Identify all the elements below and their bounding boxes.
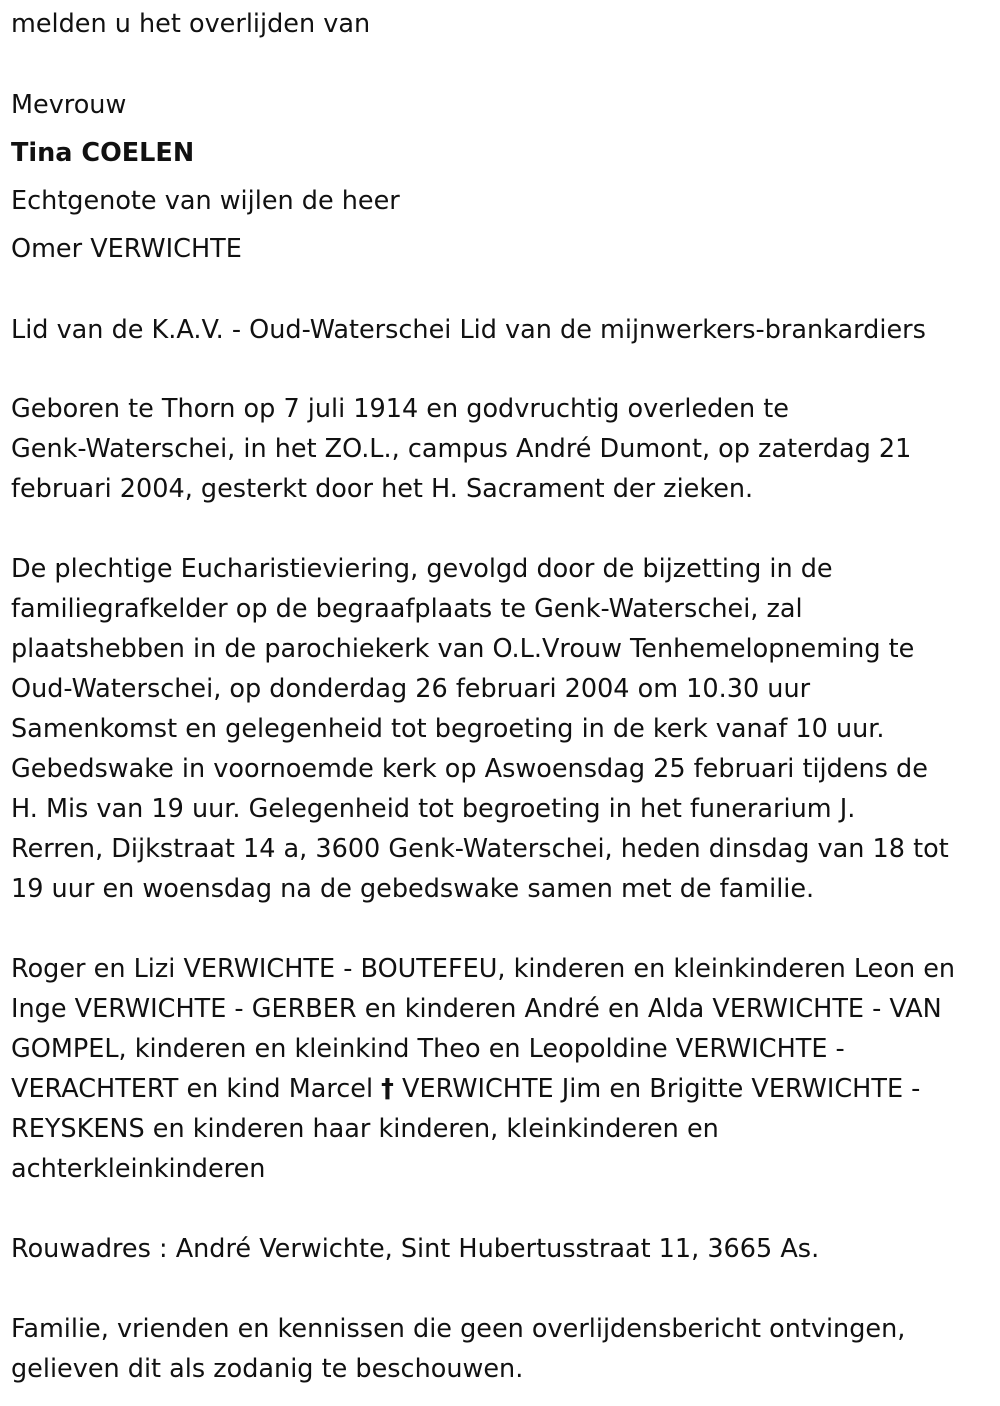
- deceased-name: Tina COELEN: [11, 138, 195, 168]
- ceremony-line: H. Mis van 19 uur. Gelegenheid tot begroeting in het funerarium J.: [11, 794, 856, 824]
- birth-line: februari 2004, gesterkt door het H. Sacrament der zieken.: [11, 474, 754, 504]
- mourning-address: Rouwadres : André Verwichte, Sint Hubertusstraat 11, 3665 As.: [11, 1234, 820, 1264]
- ceremony-line: familiegrafkelder op de begraafplaats te Genk-Waterschei, zal: [11, 594, 803, 624]
- title-text: Mevrouw: [11, 90, 127, 120]
- birth-paragraph: [11, 389, 996, 509]
- family-line: Inge VERWICHTE - GERBER en kinderen André en Alda VERWICHTE - VAN: [11, 994, 942, 1024]
- family-line: [11, 1069, 996, 1109]
- membership-text: Lid van de K.A.V. - Oud-Waterschei Lid van de mijnwerkers-brankardiers: [11, 315, 926, 345]
- spouse-line-1: Echtgenote van wijlen de heer: [11, 186, 400, 216]
- intro-text: melden u het overlijden van: [11, 9, 371, 39]
- family-line-4-after: VERWICHTE Jim en Brigitte VERWICHTE -: [393, 1074, 921, 1104]
- ceremony-line: De plechtige Eucharistieviering, gevolgd door de bijzetting in de: [11, 554, 833, 584]
- ceremony-line: Samenkomst en gelegenheid tot begroeting in de kerk vanaf 10 uur.: [11, 714, 885, 744]
- closing-line: Familie, vrienden en kennissen die geen overlijdensbericht ontvingen,: [11, 1314, 906, 1344]
- family-line-4-before: VERACHTERT en kind Marcel: [11, 1074, 382, 1104]
- closing-paragraph: [11, 1309, 996, 1389]
- family-line: Roger en Lizi VERWICHTE - BOUTEFEU, kinderen en kleinkinderen Leon en: [11, 954, 956, 984]
- ceremony-line: Gebedswake in voornoemde kerk op Aswoensdag 25 februari tijdens de: [11, 754, 928, 784]
- ceremony-line: Oud-Waterschei, op donderdag 26 februari 2004 om 10.30 uur: [11, 674, 811, 704]
- ceremony-paragraph: [11, 549, 996, 909]
- cross-icon: †: [381, 1074, 394, 1104]
- closing-line: gelieven dit als zodanig te beschouwen.: [11, 1354, 524, 1384]
- family-paragraph: [11, 949, 996, 1189]
- ceremony-line: Rerren, Dijkstraat 14 a, 3600 Genk-Waterschei, heden dinsdag van 18 tot: [11, 834, 949, 864]
- ceremony-line: 19 uur en woensdag na de gebedswake samen met de familie.: [11, 874, 815, 904]
- family-line: GOMPEL, kinderen en kleinkind Theo en Leopoldine VERWICHTE -: [11, 1034, 845, 1064]
- family-line: achterkleinkinderen: [11, 1154, 266, 1184]
- spouse-line-2: Omer VERWICHTE: [11, 234, 242, 264]
- birth-line: Geboren te Thorn op 7 juli 1914 en godvruchtig overleden te: [11, 394, 789, 424]
- ceremony-line: plaatshebben in de parochiekerk van O.L.Vrouw Tenhemelopneming te: [11, 634, 915, 664]
- family-line: REYSKENS en kinderen haar kinderen, kleinkinderen en: [11, 1114, 719, 1144]
- birth-line: Genk-Waterschei, in het ZO.L., campus André Dumont, op zaterdag 21: [11, 434, 912, 464]
